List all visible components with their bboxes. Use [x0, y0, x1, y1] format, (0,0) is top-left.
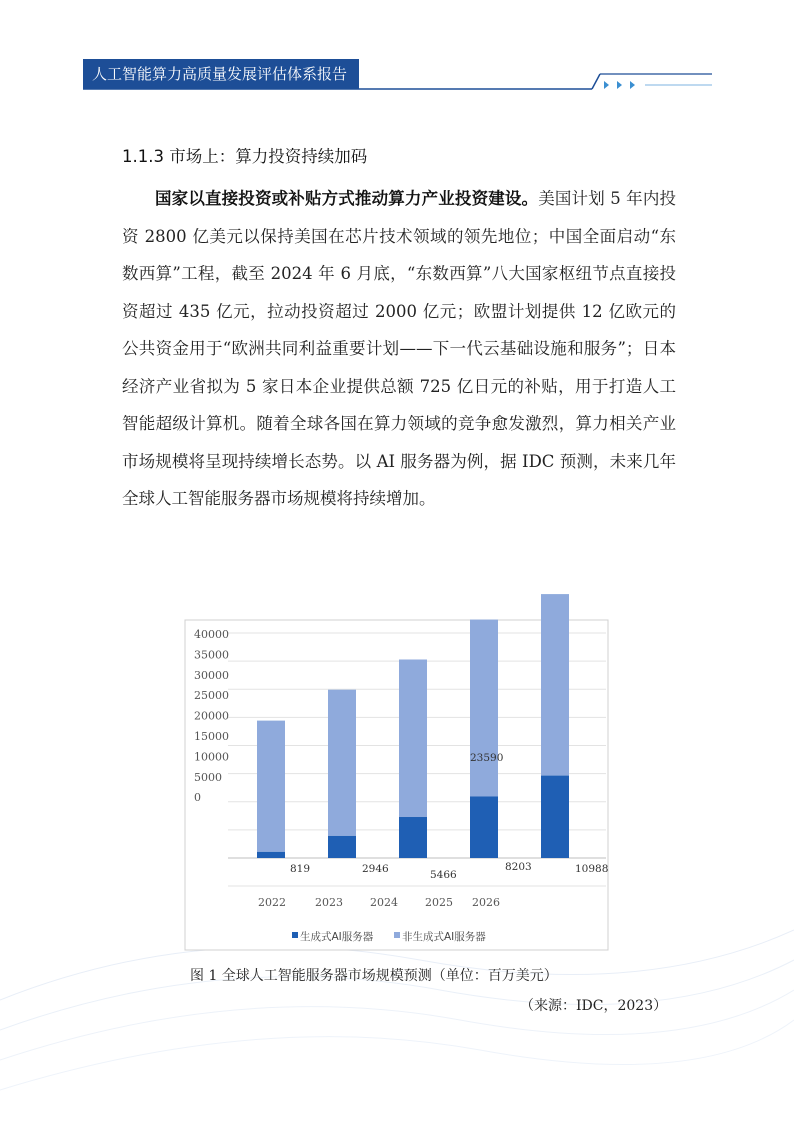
y-tick-label: 10000: [194, 750, 229, 764]
y-tick-label: 25000: [194, 689, 229, 703]
bar-non-generative-ai: [399, 660, 427, 818]
y-tick-label: 15000: [194, 730, 229, 743]
bar-non-generative-ai: [470, 620, 498, 797]
x-tick-label: 2022: [258, 896, 286, 909]
figure-source: （来源：IDC，2023）: [520, 998, 668, 1014]
legend-label: 非生成式AI服务器: [402, 931, 486, 943]
bar-generative-ai: [399, 817, 427, 858]
y-tick-label: 20000: [194, 709, 229, 723]
bar-generative-ai: [328, 836, 356, 858]
y-tick-label: 5000: [194, 770, 222, 784]
report-title: 人工智能算力高质量发展评估体系报告: [92, 65, 348, 83]
x-tick-label: 2023: [315, 896, 343, 909]
data-label: 819: [290, 863, 311, 875]
data-label: 10988: [575, 863, 609, 875]
bar-non-generative-ai: [541, 594, 569, 776]
legend-swatch-non-generative: [394, 932, 400, 938]
legend-swatch-generative: [292, 932, 298, 938]
x-tick-label: 2026: [472, 896, 500, 909]
figure-caption: 图 1 全球人工智能服务器市场规模预测（单位：百万美元）: [190, 968, 558, 984]
bar-generative-ai: [541, 776, 569, 858]
data-label: 23590: [470, 752, 504, 764]
y-tick-label: 35000: [194, 648, 229, 662]
y-tick-label: 40000: [194, 628, 229, 641]
y-tick-label: 0: [194, 791, 201, 805]
bar-generative-ai: [257, 852, 285, 858]
section-heading: 1.1.3 市场上：算力投资持续加码: [122, 147, 368, 166]
x-tick-label: 2025: [425, 896, 453, 909]
x-tick-label: 2024: [370, 896, 398, 909]
bar-generative-ai: [470, 796, 498, 858]
lead-sentence: 国家以直接投资或补贴方式推动算力产业投资建设。: [155, 189, 539, 208]
legend-label: 生成式AI服务器: [300, 931, 374, 943]
bar-non-generative-ai: [257, 721, 285, 852]
data-label: 2946: [362, 863, 389, 875]
body-text: 美国计划 5 年内投资 2800 亿美元以保持美国在芯片技术领域的领先地位；中国全面启动“东数西算”工程，截至 2024 年 6 月底，“东数西算”八大国家枢纽节点直接投资超过 435 亿元，拉动投资超过 2000 亿元；欧盟计划提供 12 亿欧元的公共资金用于“欧洲共同利益重要计划——下一代云基础设施和服务”；日本经济产业省拟为 5 家日本企业提供总额 725 亿日元的补贴，用于打造人工智能超级计算机。随着全球各国在算力领域的竞争愈发激烈，算力相关产业市场规模将呈现持续增长态势。以 AI 服务器为例，据 IDC 预测，未来几年全球人工智能服务器市场规模将持续增加。: [122, 189, 676, 508]
bar-non-generative-ai: [328, 690, 356, 836]
data-label: 8203: [505, 861, 532, 873]
y-tick-label: 30000: [194, 668, 229, 682]
data-label: 5466: [430, 869, 457, 881]
